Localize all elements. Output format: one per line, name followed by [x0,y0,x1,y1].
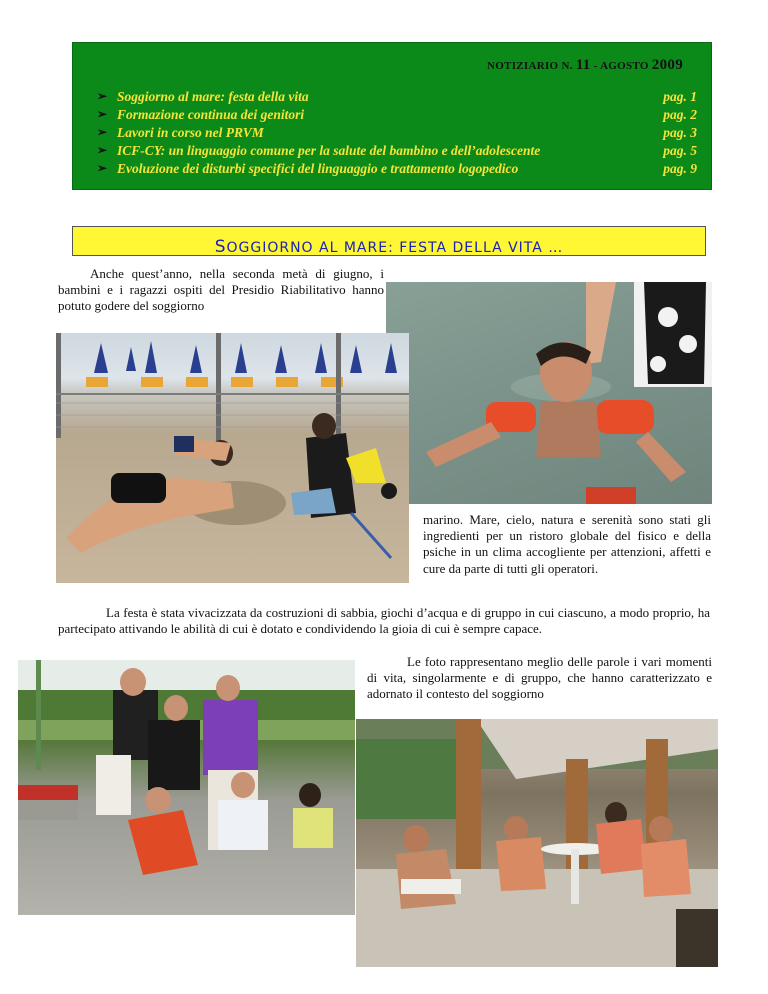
toc-title: Formazione continua dei genitori [117,107,305,122]
intro-paragraph: Anche quest’anno, nella seconda metà di giugno, i bambini e i ragazzi ospiti del Presidio Riabilitativo hanno potuto godere del soggiorno [58,266,384,314]
toc-item[interactable] [97,161,697,179]
toc-item[interactable] [97,89,697,107]
toc-page: pag. 2 [663,107,697,122]
issue-prefix: NOTIZIARIO N. [486,60,573,72]
toc-item[interactable] [97,125,697,143]
arrow-bullet-icon: ➢ [97,125,108,139]
sea-photo [386,282,712,504]
issue-number: 11 [575,57,591,73]
festa-paragraph: La festa è stata vivacizzata da costruzioni di sabbia, giochi d’acqua e di gruppo in cui ciascuno, a modo proprio, ha partecipato attivando le abilità di cui è dotato e condividendo la gioia di cui è sempre capace. [58,605,710,637]
terrace-photo [356,719,718,967]
toc-page: pag. 3 [663,125,697,140]
toc-item[interactable] [97,107,697,125]
toc-item[interactable] [97,143,697,161]
beach-photo [56,333,409,583]
toc-page: pag. 5 [663,143,697,158]
section-title-initial: S [214,237,227,257]
continuation-paragraph: marino. Mare, cielo, natura e serenità sono stati gli ingredienti per un ristoro globale del fisico e della psiche in un clima accogliente per attenzioni, affetti e cure da parte di tutti gli operatori. [423,512,711,576]
section-title [215,232,564,257]
issue-year: 2009 [651,57,683,73]
arrow-bullet-icon: ➢ [97,107,108,121]
newsletter-banner [72,42,712,190]
table-of-contents [97,89,697,179]
toc-title: Evoluzione dei disturbi specifici del linguaggio e trattamento logopedico [117,161,519,176]
arrow-bullet-icon: ➢ [97,143,108,157]
toc-page: pag. 9 [663,161,697,176]
group-photo [18,660,355,915]
arrow-bullet-icon: ➢ [97,161,108,175]
issue-month: - AGOSTO [590,60,652,72]
section-title-rest: OGGIORNO AL MARE: FESTA DELLA VITA … [226,240,564,256]
foto-paragraph: Le foto rappresentano meglio delle parole i vari momenti di vita, singolarmente e di gruppo, che hanno caratterizzato e adornato il contesto del soggiorno [367,654,712,702]
toc-title: ICF-CY: un linguaggio comune per la salute del bambino e dell’adolescente [117,143,541,158]
arrow-bullet-icon: ➢ [97,89,108,103]
issue-line [487,57,683,74]
toc-title: Lavori in corso nel PRVM [117,125,264,140]
toc-title: Soggiorno al mare: festa della vita [117,89,309,104]
toc-page: pag. 1 [663,89,697,104]
section-heading [72,226,706,256]
